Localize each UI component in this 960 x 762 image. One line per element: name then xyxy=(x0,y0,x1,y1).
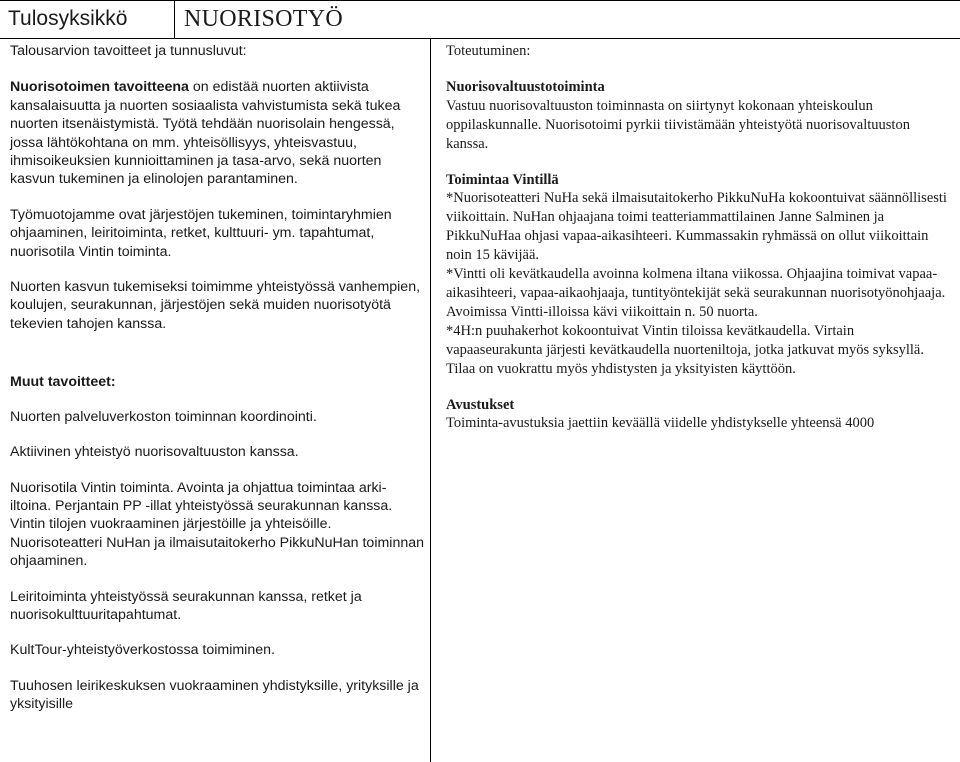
goal-item: Nuorten palveluverkoston toiminnan koordinointi. xyxy=(10,408,317,425)
section-text: *Vintti oli kevätkaudella avoinna kolmena iltana viikossa. Ohjaajina toimivat vapaa-aikasihteeri, vapaa-aikaohjaaja, tuntityöntekijät sekä seurakunnan nuorisotyönohjaaja. Avoimissa Vintti-illoissa kävi viikoittain n. 50 nuorta. xyxy=(446,266,946,320)
section-text: Toiminta-avustuksia jaettiin keväällä viidelle yhdistykselle yhteensä 4000 xyxy=(446,415,875,432)
header-top-rule xyxy=(0,0,960,1)
section-text: *4H:n puuhakerhot kokoontuivat Vintin tiloissa kevätkaudella. Virtain vapaaseurakunta järjesti kevätkaudella nuorteniltoja, jotka jatkuvat myös syksyllä. Tilaa on vuokrattu myös yhdistysten ja yksityisten käyttöön. xyxy=(446,322,924,377)
section-title: Toimintaa Vintillä xyxy=(446,171,559,188)
goal-text: on edistää nuorten aktiivista kansalaisuutta ja nuorten sosiaalista vahvistumista sekä tukea nuorten itsenäistymistä. Työtä tehdään nuorisolain hengessä, jossa lähtökohtana on mm. yhteisöllisyys, yhteisvastuu, ihmisoikeuksien kunnioittaminen ja tasa-arvo, sekä nuorten kasvun tukeminen ja elinolojen parantaminen. xyxy=(10,79,401,188)
other-goals-heading: Muut tavoitteet: xyxy=(10,374,116,391)
goal-item: KultTour-yhteistyöverkostossa toimiminen. xyxy=(10,642,275,659)
column-divider xyxy=(430,38,431,762)
section-label: Tulosyksikkö xyxy=(8,7,128,30)
header-bottom-rule xyxy=(0,38,960,39)
goal-paragraph xyxy=(10,78,424,188)
left-heading: Talousarvion tavoitteet ja tunnusluvut: xyxy=(10,43,247,59)
header-divider xyxy=(174,0,175,39)
work-forms-paragraph: Työmuotojamme ovat järjestöjen tukeminen, toimintaryhmien ohjaaminen, leiritoiminta, retket, kulttuuri- ym. tapahtumat, nuorisotila Vintin toiminta. xyxy=(10,206,392,260)
goal-lead: Nuorisotoimen tavoitteena xyxy=(10,79,189,96)
section-title: Nuorisovaltuustotoiminta xyxy=(446,78,605,95)
goal-item: Nuorisotila Vintin toiminta. Avointa ja ohjattua toimintaa arki-iltoina. Perjantain PP -illat yhteistyössä seurakunnan kanssa. Vintin tilojen vuokraaminen järjestöille ja yhteisöille. xyxy=(10,479,393,533)
cooperation-paragraph: Nuorten kasvun tukemiseksi toimimme yhteistyössä vanhempien, koulujen, seurakunnan, järjestöjen sekä muiden nuorisotyötä tekevien tahojen kanssa. xyxy=(10,279,421,332)
goal-item: Leiritoiminta yhteistyössä seurakunnan kanssa, retket ja nuorisokulttuuritapahtumat. xyxy=(10,588,362,623)
section-text: Vastuu nuorisovaltuuston toiminnasta on siirtynyt kokonaan yhteiskoulun oppilaskunnalle. Nuorisotoimi pyrkii tiivistämään yhteistyötä nuorisovaltuuston kanssa. xyxy=(446,97,910,152)
goal-item: Nuorisoteatteri NuHan ja ilmaisutaitokerho PikkuNuHan toiminnan ohjaaminen. xyxy=(10,534,425,570)
goal-item: Tuuhosen leirikeskuksen vuokraaminen yhdistyksille, yrityksille ja yksityisille xyxy=(10,677,419,713)
right-column xyxy=(446,40,951,433)
left-column xyxy=(10,40,424,714)
unit-title: NUORISOTYÖ xyxy=(184,6,343,32)
goal-item: Aktiivinen yhteistyö nuorisovaltuuston kanssa. xyxy=(10,444,299,461)
right-heading: Toteutuminen: xyxy=(446,43,531,59)
section-title: Avustukset xyxy=(446,396,515,413)
section-text: *Nuorisoteatteri NuHa sekä ilmaisutaitokerho PikkuNuHa kokoontuivat säännöllisesti viikoittain. NuHan ohjaajana toimi teatteriammattilainen Janne Salminen ja PikkuNuHaa ohjasi vapaa-aikasihteeri. Kummassakin ryhmässä on ollut viikoittain noin 15 kävijää. xyxy=(446,190,947,264)
